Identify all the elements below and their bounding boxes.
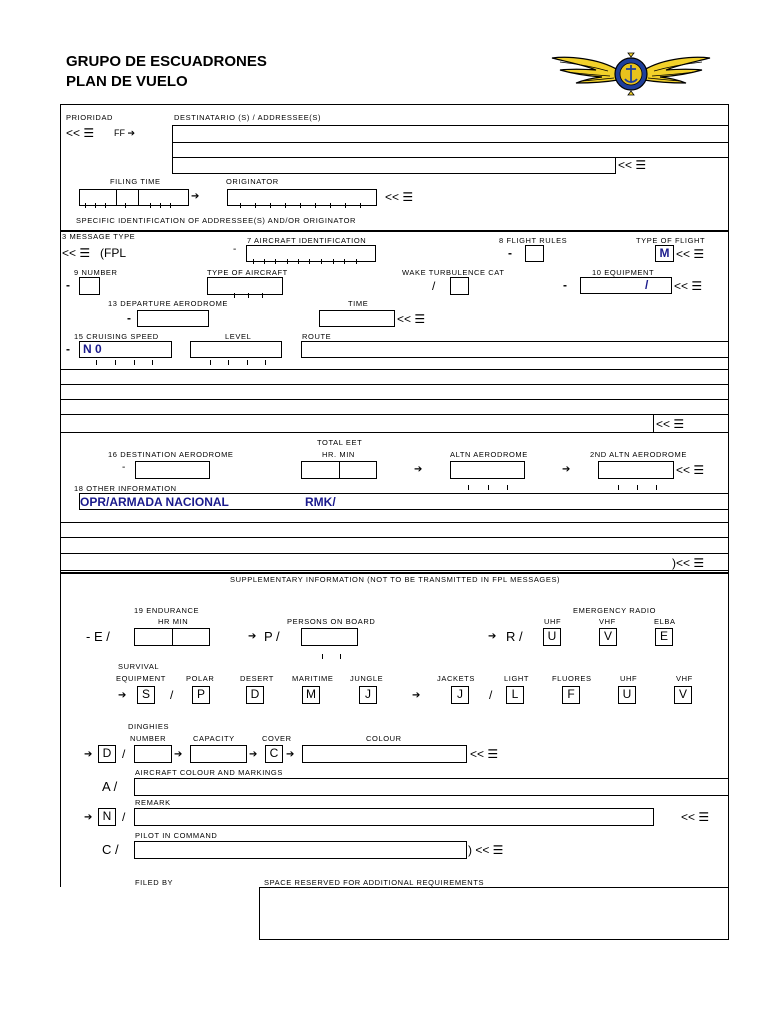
jacket-uhf-box[interactable]: U bbox=[618, 686, 636, 704]
field-tick bbox=[315, 203, 316, 208]
addressee-field-1[interactable] bbox=[172, 125, 729, 143]
maritime-label: MARITIME bbox=[292, 674, 334, 683]
altn2-end-marker: << ☰ bbox=[676, 463, 705, 477]
field-tick bbox=[262, 293, 263, 298]
field-tick bbox=[160, 203, 161, 208]
specific-identification-label: SPECIFIC IDENTIFICATION OF ADDRESSEE(S) AND/OR ORIGINATOR bbox=[76, 216, 357, 225]
colour-arrow: ➔ bbox=[286, 749, 295, 760]
time-end-marker: << ☰ bbox=[397, 312, 426, 326]
jacket-uhf-label: UHF bbox=[620, 674, 638, 683]
field-tick bbox=[322, 654, 323, 659]
survival-arrow: ➔ bbox=[118, 690, 127, 701]
time-label: TIME bbox=[348, 299, 369, 308]
fpl-prefix: (FPL bbox=[100, 246, 127, 260]
field-tick bbox=[264, 259, 265, 264]
polar-box[interactable]: P bbox=[192, 686, 210, 704]
filing-time-divider bbox=[116, 189, 117, 206]
jackets-label: JACKETS bbox=[437, 674, 475, 683]
route-line bbox=[60, 384, 729, 385]
polar-label: POLAR bbox=[186, 674, 215, 683]
field-tick bbox=[247, 360, 248, 365]
field-tick bbox=[240, 203, 241, 208]
radio-uhf-label: UHF bbox=[544, 617, 562, 626]
field-tick bbox=[270, 203, 271, 208]
jackets-box[interactable]: J bbox=[451, 686, 469, 704]
right-wing bbox=[644, 57, 710, 83]
field-tick bbox=[285, 203, 286, 208]
field-tick bbox=[95, 203, 96, 208]
radio-elba-label: ELBA bbox=[654, 617, 676, 626]
persons-on-board-label: PERSONS ON BOARD bbox=[287, 617, 376, 626]
message-type-label: 3 MESSAGE TYPE bbox=[62, 232, 136, 241]
emergency-radio-label: EMERGENCY RADIO bbox=[573, 606, 657, 615]
field-tick bbox=[85, 203, 86, 208]
endurance-divider bbox=[172, 628, 173, 646]
field-tick bbox=[234, 293, 235, 298]
survival-slash: / bbox=[170, 688, 174, 702]
field-tick bbox=[340, 654, 341, 659]
flight-rules-dash: - bbox=[508, 246, 512, 260]
field-tick bbox=[152, 360, 153, 365]
jacket-vhf-label: VHF bbox=[676, 674, 693, 683]
field-tick bbox=[265, 360, 266, 365]
equipment-dash: - bbox=[563, 278, 567, 292]
eet-divider bbox=[339, 461, 340, 479]
altn-arrow: ➔ bbox=[414, 464, 423, 475]
radio-prefix: R / bbox=[506, 629, 523, 644]
total-eet-label: TOTAL EET bbox=[317, 438, 363, 447]
originator-field[interactable] bbox=[227, 189, 377, 206]
field-tick bbox=[125, 203, 126, 208]
field-tick bbox=[210, 360, 211, 365]
remark-n-box[interactable]: N bbox=[98, 808, 116, 826]
cruising-speed-field[interactable] bbox=[79, 341, 172, 358]
dinghies-number-label: NUMBER bbox=[130, 734, 167, 743]
radio-vhf-box[interactable]: V bbox=[599, 628, 617, 646]
field-tick bbox=[298, 259, 299, 264]
dinghies-colour-field[interactable] bbox=[302, 745, 467, 763]
colour-end-marker: << ☰ bbox=[470, 747, 499, 761]
other-info-line bbox=[60, 537, 729, 538]
aircraft-colour-field[interactable] bbox=[134, 778, 729, 796]
equipment-field[interactable] bbox=[580, 277, 672, 294]
radio-arrow: ➔ bbox=[488, 631, 497, 642]
radio-uhf-box[interactable]: U bbox=[543, 628, 561, 646]
field-tick bbox=[356, 259, 357, 264]
survival-equipment-label: EQUIPMENT bbox=[116, 674, 166, 683]
eet-hr-min-label: HR. MIN bbox=[322, 450, 355, 459]
remark-end-marker: << ☰ bbox=[681, 810, 710, 824]
fluores-label: FLUORES bbox=[552, 674, 592, 683]
field-tick bbox=[488, 485, 489, 490]
field-tick bbox=[96, 360, 97, 365]
cruising-speed-label: 15 CRUISING SPEED bbox=[74, 332, 159, 341]
wake-turbulence-field[interactable] bbox=[450, 277, 469, 295]
field-tick bbox=[507, 485, 508, 490]
level-field[interactable] bbox=[190, 341, 282, 358]
dinghies-d-box[interactable]: D bbox=[98, 745, 116, 763]
remark-label: REMARK bbox=[135, 798, 171, 807]
type-of-flight-label: TYPE OF FLIGHT bbox=[636, 236, 706, 245]
altn2-arrow: ➔ bbox=[562, 464, 571, 475]
aircraft-colour-label: AIRCRAFT COLOUR AND MARKINGS bbox=[135, 768, 283, 777]
destinatario-label: DESTINATARIO (S) / ADDRESSEE(S) bbox=[174, 113, 322, 122]
filing-time-divider bbox=[138, 189, 139, 206]
other-information-field[interactable] bbox=[79, 493, 729, 510]
type-of-flight-end-marker: << ☰ bbox=[676, 247, 705, 261]
pilot-in-command-field[interactable] bbox=[134, 841, 467, 859]
field-tick bbox=[468, 485, 469, 490]
destination-dash: - bbox=[122, 462, 126, 473]
radio-vhf-label: VHF bbox=[599, 617, 616, 626]
endurance-label: 19 ENDURANCE bbox=[134, 606, 200, 615]
field-tick bbox=[275, 259, 276, 264]
field-tick bbox=[345, 203, 346, 208]
aircraft-id-dash: - bbox=[233, 244, 237, 255]
jungle-label: JUNGLE bbox=[350, 674, 384, 683]
persons-prefix: P / bbox=[264, 629, 280, 644]
altn-label: ALTN AERODROME bbox=[450, 450, 528, 459]
field-tick bbox=[321, 259, 322, 264]
other-information-opr: OPR/ARMADA NACIONAL bbox=[80, 495, 229, 509]
flight-rules-field[interactable] bbox=[525, 245, 544, 262]
filed-by-field[interactable] bbox=[60, 887, 260, 940]
route-field-last[interactable] bbox=[60, 414, 654, 433]
other-info-end-marker: )<< ☰ bbox=[672, 556, 705, 570]
endurance-prefix: - E / bbox=[86, 629, 110, 644]
cruising-speed-value: N 0 bbox=[83, 342, 102, 356]
light-box[interactable]: L bbox=[506, 686, 524, 704]
cruising-speed-dash: - bbox=[66, 342, 70, 356]
jacket-vhf-box[interactable]: V bbox=[674, 686, 692, 704]
field-tick bbox=[150, 203, 151, 208]
form-title-line2: PLAN DE VUELO bbox=[66, 73, 188, 90]
field-tick bbox=[618, 485, 619, 490]
jackets-arrow: ➔ bbox=[412, 690, 421, 701]
addressee-end-marker: << ☰ bbox=[618, 158, 647, 172]
ff-marker: FF ➔ bbox=[114, 128, 136, 138]
field-tick bbox=[115, 360, 116, 365]
filing-time-label: FILING TIME bbox=[110, 177, 161, 186]
field-tick bbox=[309, 259, 310, 264]
section-divider bbox=[60, 572, 729, 574]
number-field[interactable] bbox=[79, 277, 100, 295]
space-reserved-label: SPACE RESERVED FOR ADDITIONAL REQUIREMENTS bbox=[264, 878, 485, 887]
field-tick bbox=[287, 259, 288, 264]
pilot-prefix: C / bbox=[102, 842, 119, 857]
flight-rules-label: 8 FLIGHT RULES bbox=[499, 236, 568, 245]
field-tick bbox=[300, 203, 301, 208]
number-label: 9 NUMBER bbox=[74, 268, 118, 277]
dinghies-cover-label: COVER bbox=[262, 734, 292, 743]
field-tick bbox=[637, 485, 638, 490]
capacity-arrow: ➔ bbox=[174, 749, 183, 760]
route-field-1[interactable] bbox=[301, 341, 729, 358]
left-wing bbox=[552, 57, 618, 83]
persons-arrow: ➔ bbox=[248, 631, 257, 642]
wake-turbulence-label: WAKE TURBULENCE CAT bbox=[402, 268, 505, 277]
remark-arrow: ➔ bbox=[84, 812, 93, 823]
radio-elba-box[interactable]: E bbox=[655, 628, 673, 646]
maritime-box[interactable]: M bbox=[302, 686, 320, 704]
altn2-aerodrome-field[interactable] bbox=[598, 461, 674, 479]
cover-arrow: ➔ bbox=[249, 749, 258, 760]
other-info-line bbox=[60, 570, 729, 571]
originator-end-marker: << ☰ bbox=[385, 190, 414, 204]
dinghies-slash: / bbox=[122, 747, 126, 761]
persons-on-board-field[interactable] bbox=[301, 628, 358, 646]
section-divider bbox=[60, 230, 729, 232]
field-tick bbox=[333, 259, 334, 264]
other-info-line bbox=[60, 522, 729, 523]
type-of-flight-field[interactable]: M bbox=[655, 245, 674, 262]
departure-aerodrome-label: 13 DEPARTURE AERODROME bbox=[108, 299, 229, 308]
type-of-aircraft-label: TYPE OF AIRCRAFT bbox=[207, 268, 288, 277]
field-tick bbox=[134, 360, 135, 365]
number-dash: - bbox=[66, 278, 70, 292]
route-label: ROUTE bbox=[302, 332, 332, 341]
wings-emblem bbox=[548, 50, 714, 98]
fluores-box[interactable]: F bbox=[562, 686, 580, 704]
form-title-line1: GRUPO DE ESCUADRONES bbox=[66, 53, 267, 70]
type-of-aircraft-field[interactable] bbox=[207, 277, 283, 295]
survival-s-box[interactable]: S bbox=[137, 686, 155, 704]
remark-slash: / bbox=[122, 810, 126, 824]
addressee-field-3[interactable] bbox=[172, 157, 616, 174]
route-line bbox=[60, 369, 729, 370]
field-tick bbox=[253, 259, 254, 264]
equipment-label: 10 EQUIPMENT bbox=[592, 268, 655, 277]
field-tick bbox=[170, 203, 171, 208]
dinghies-label: DINGHIES bbox=[128, 722, 170, 731]
wake-slash: / bbox=[432, 279, 436, 293]
departure-time-field[interactable] bbox=[319, 310, 395, 327]
desert-label: DESERT bbox=[240, 674, 274, 683]
pilot-in-command-label: PILOT IN COMMAND bbox=[135, 831, 218, 840]
route-end-marker: << ☰ bbox=[656, 417, 685, 431]
dinghies-cover-box[interactable]: C bbox=[265, 745, 283, 763]
other-info-line bbox=[60, 553, 729, 554]
aircraft-colour-prefix: A / bbox=[102, 779, 118, 794]
level-label: LEVEL bbox=[225, 332, 252, 341]
route-line bbox=[60, 432, 729, 433]
supplementary-title: SUPPLEMENTARY INFORMATION (NOT TO BE TRANSMITTED IN FPL MESSAGES) bbox=[230, 575, 561, 584]
space-reserved-field[interactable] bbox=[261, 888, 728, 939]
equipment-slash: / bbox=[645, 278, 649, 292]
anchor-shield bbox=[615, 53, 647, 95]
dinghies-arrow: ➔ bbox=[84, 749, 93, 760]
filed-by-label: FILED BY bbox=[135, 878, 174, 887]
prioridad-start-marker: << ☰ bbox=[66, 126, 95, 140]
dinghies-capacity-field[interactable] bbox=[190, 745, 247, 763]
departure-dash: - bbox=[127, 311, 131, 325]
addressee-field-2[interactable] bbox=[172, 142, 729, 158]
field-tick bbox=[255, 203, 256, 208]
field-tick bbox=[248, 293, 249, 298]
filing-time-arrow: ➔ bbox=[191, 191, 200, 202]
field-tick bbox=[330, 203, 331, 208]
aircraft-identification-label: 7 AIRCRAFT IDENTIFICATION bbox=[247, 236, 367, 245]
field-tick bbox=[360, 203, 361, 208]
jackets-slash: / bbox=[489, 688, 493, 702]
desert-box[interactable]: D bbox=[246, 686, 264, 704]
other-information-label: 18 OTHER INFORMATION bbox=[74, 484, 177, 493]
remark-field[interactable] bbox=[134, 808, 654, 826]
dinghies-capacity-label: CAPACITY bbox=[193, 734, 235, 743]
field-tick bbox=[344, 259, 345, 264]
pilot-end-marker: ) << ☰ bbox=[468, 843, 504, 857]
prioridad-label: PRIORIDAD bbox=[66, 113, 114, 122]
light-label: LIGHT bbox=[504, 674, 530, 683]
destination-label: 16 DESTINATION AERODROME bbox=[108, 450, 234, 459]
altn2-label: 2ND ALTN AERODROME bbox=[590, 450, 687, 459]
destination-aerodrome-field[interactable] bbox=[135, 461, 210, 479]
equipment-end-marker: << ☰ bbox=[674, 279, 703, 293]
dinghies-number-field[interactable] bbox=[134, 745, 172, 763]
jungle-box[interactable]: J bbox=[359, 686, 377, 704]
other-information-rmk: RMK/ bbox=[305, 495, 336, 509]
altn-aerodrome-field[interactable] bbox=[450, 461, 525, 479]
departure-aerodrome-field[interactable] bbox=[137, 310, 209, 327]
endurance-hr-min-label: HR MIN bbox=[158, 617, 189, 626]
field-tick bbox=[656, 485, 657, 490]
survival-label: SURVIVAL bbox=[118, 662, 160, 671]
dinghies-colour-label: COLOUR bbox=[366, 734, 402, 743]
originator-label: ORIGINATOR bbox=[226, 177, 279, 186]
field-tick bbox=[105, 203, 106, 208]
message-type-marker: << ☰ bbox=[62, 246, 91, 260]
field-tick bbox=[228, 360, 229, 365]
route-line bbox=[60, 399, 729, 400]
